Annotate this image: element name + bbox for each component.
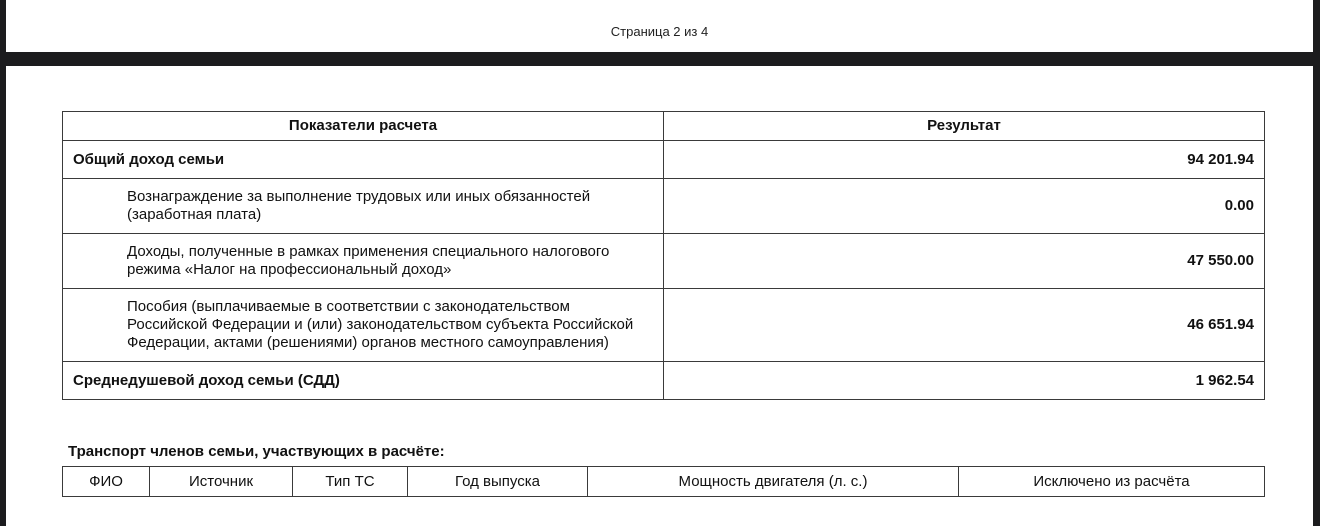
row-value: 47 550.00 [664,234,1265,289]
header-source: Источник [150,467,293,497]
row-value: 0.00 [664,179,1265,234]
header-fio: ФИО [63,467,150,497]
table-row-total-income [63,141,1265,179]
transport-section-title: Транспорт членов семьи, участвующих в расчёте: [68,443,445,460]
row-label: Пособия (выплачиваемые в соответствии с законодательством Российской Федерации и (или) законодательством субъекта Российской Федерации, актами (решениями) органов местного самоуправления) [63,289,664,362]
row-label: Доходы, полученные в рамках применения специального налогового режима «Налог на профессиональный доход» [63,234,664,289]
table-row-salary [63,179,1265,234]
row-value: 1 962.54 [664,362,1265,400]
page-number: Страница 2 из 4 [610,24,709,39]
header-result: Результат [664,112,1265,141]
current-page [6,66,1313,526]
row-label: Вознаграждение за выполнение трудовых или иных обязанностей (заработная плата) [63,179,664,234]
table-header-row [63,112,1265,141]
header-vehicle-type: Тип ТС [293,467,408,497]
header-excluded: Исключено из расчёта [959,467,1265,497]
transport-header-row [63,467,1265,497]
table-row-self-employed-income [63,234,1265,289]
table-row-average-income [63,362,1265,400]
header-indicator: Показатели расчета [63,112,664,141]
header-year: Год выпуска [408,467,588,497]
table-row-benefits [63,289,1265,362]
header-engine-power: Мощность двигателя (л. с.) [588,467,959,497]
row-value: 46 651.94 [664,289,1265,362]
transport-table [62,466,1265,497]
row-value: 94 201.94 [664,141,1265,179]
row-label: Общий доход семьи [63,141,664,179]
row-label: Среднедушевой доход семьи (СДД) [63,362,664,400]
previous-page [6,0,1313,52]
calculation-table [62,111,1265,400]
